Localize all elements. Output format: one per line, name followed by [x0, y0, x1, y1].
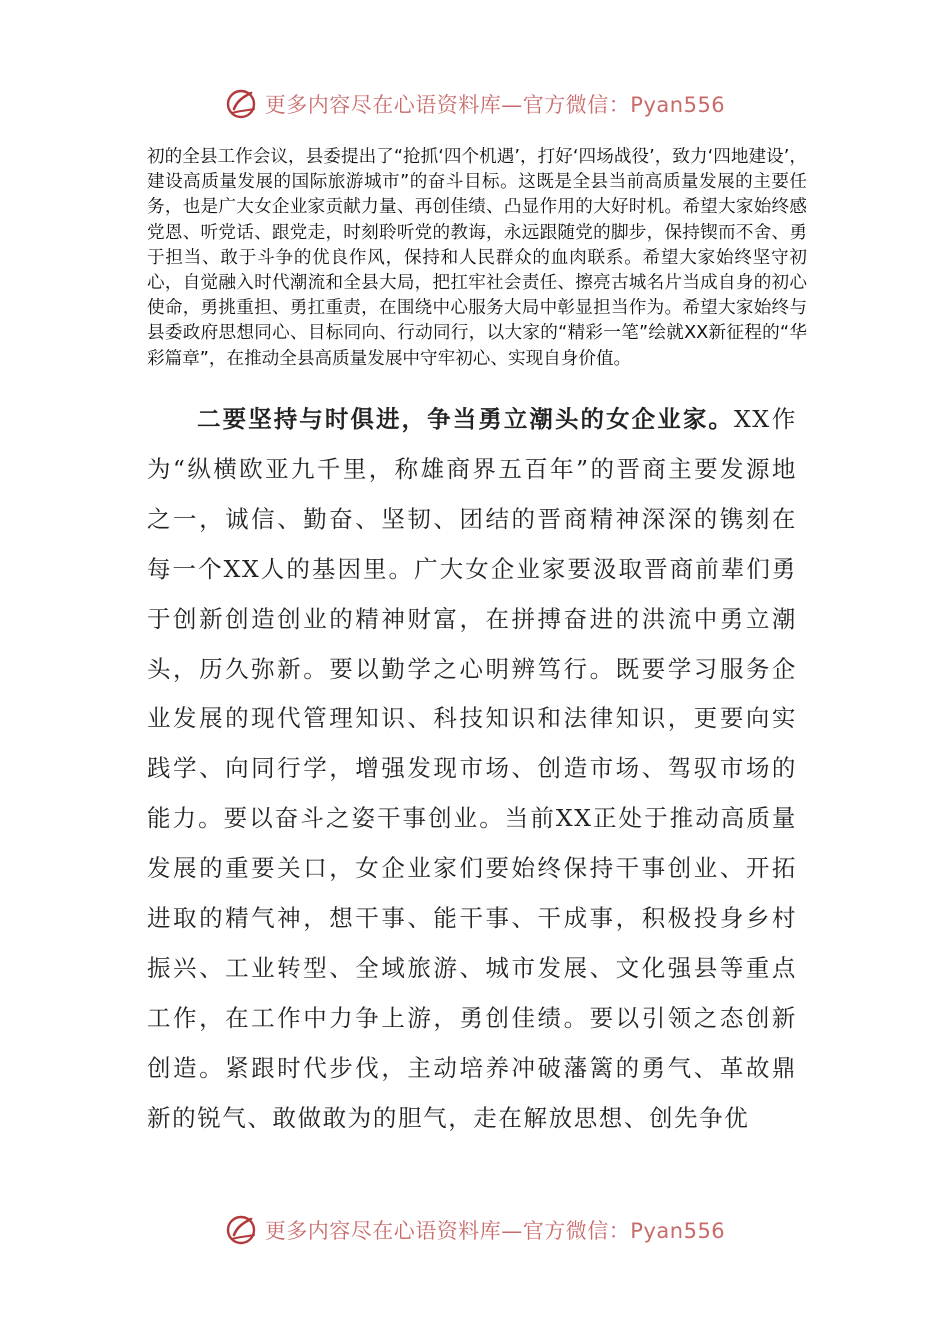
paragraph-2 [147, 395, 797, 1144]
footer-banner-text: 更多内容尽在心语资料库—官方微信：Pyan556 [264, 1219, 726, 1243]
header-banner [0, 82, 950, 126]
footer-banner [0, 1208, 950, 1252]
header-banner-text: 更多内容尽在心语资料库—官方微信：Pyan556 [264, 93, 726, 117]
paragraph-1: 初的全县工作会议，县委提出了“抢抓‘四个机遇’，打好‘四场战役’，致力‘四地建设’，建设高质量发展的国际旅游城市”的奋斗目标。这既是全县当前高质量发展的主要任务，也是广大女企业家贡献力量、再创佳绩、凸显作用的大好时机。希望大家始终感党恩、听党话、跟党走，时刻聆听党的教诲，永远跟随党的脚步，保持锲而不舍、勇于担当、敢于斗争的优良作风，保持和人民群众的血肉联系。希望大家始终坚守初心，自觉融入时代潮流和全县大局，把扛牢社会责任、擦亮古城名片当成自身的初心使命，勇挑重担、勇扛重责，在围绕中心服务大局中彰显担当作为。希望大家始终与县委政府思想同心、目标同向、行动同行，以大家的“精彩一笔”绘就XX新征程的“华彩篇章”，在推动全县高质量发展中守牢初心、实现自身价值。 [147, 147, 807, 369]
paragraph-2-heading: 二要坚持与时俱进，争当勇立潮头的女企业家。 [197, 405, 734, 433]
pen-signature-icon [225, 87, 259, 121]
pen-signature-icon [225, 1213, 259, 1247]
paragraph-2-text: XX作为“纵横欧亚九千里，称雄商界五百年”的晋商主要发源地之一，诚信、勤奋、坚韧、团结的晋商精神深深的镌刻在每一个XX人的基因里。广大女企业家要汲取晋商前辈们勇于创新创造创业的精神财富，在拼搏奋进的洪流中勇立潮头，历久弥新。要以勤学之心明辨笃行。既要学习服务企业发展的现代管理知识、科技知识和法律知识，更要向实践学、向同行学，增强发现市场、创造市场、驾驭市场的能力。要以奋斗之姿干事创业。当前XX正处于推动高质量发展的重要关口，女企业家们要始终保持干事创业、开拓进取的精气神，想干事、能干事、干成事，积极投身乡村振兴、工业转型、全域旅游、城市发展、文化强县等重点工作，在工作中力争上游，勇创佳绩。要以引领之态创新创造。紧跟时代步伐，主动培养冲破藩篱的勇气、革故鼎新的锐气、敢做敢为的胆气，走在解放思想、创先争优 [147, 405, 797, 1132]
